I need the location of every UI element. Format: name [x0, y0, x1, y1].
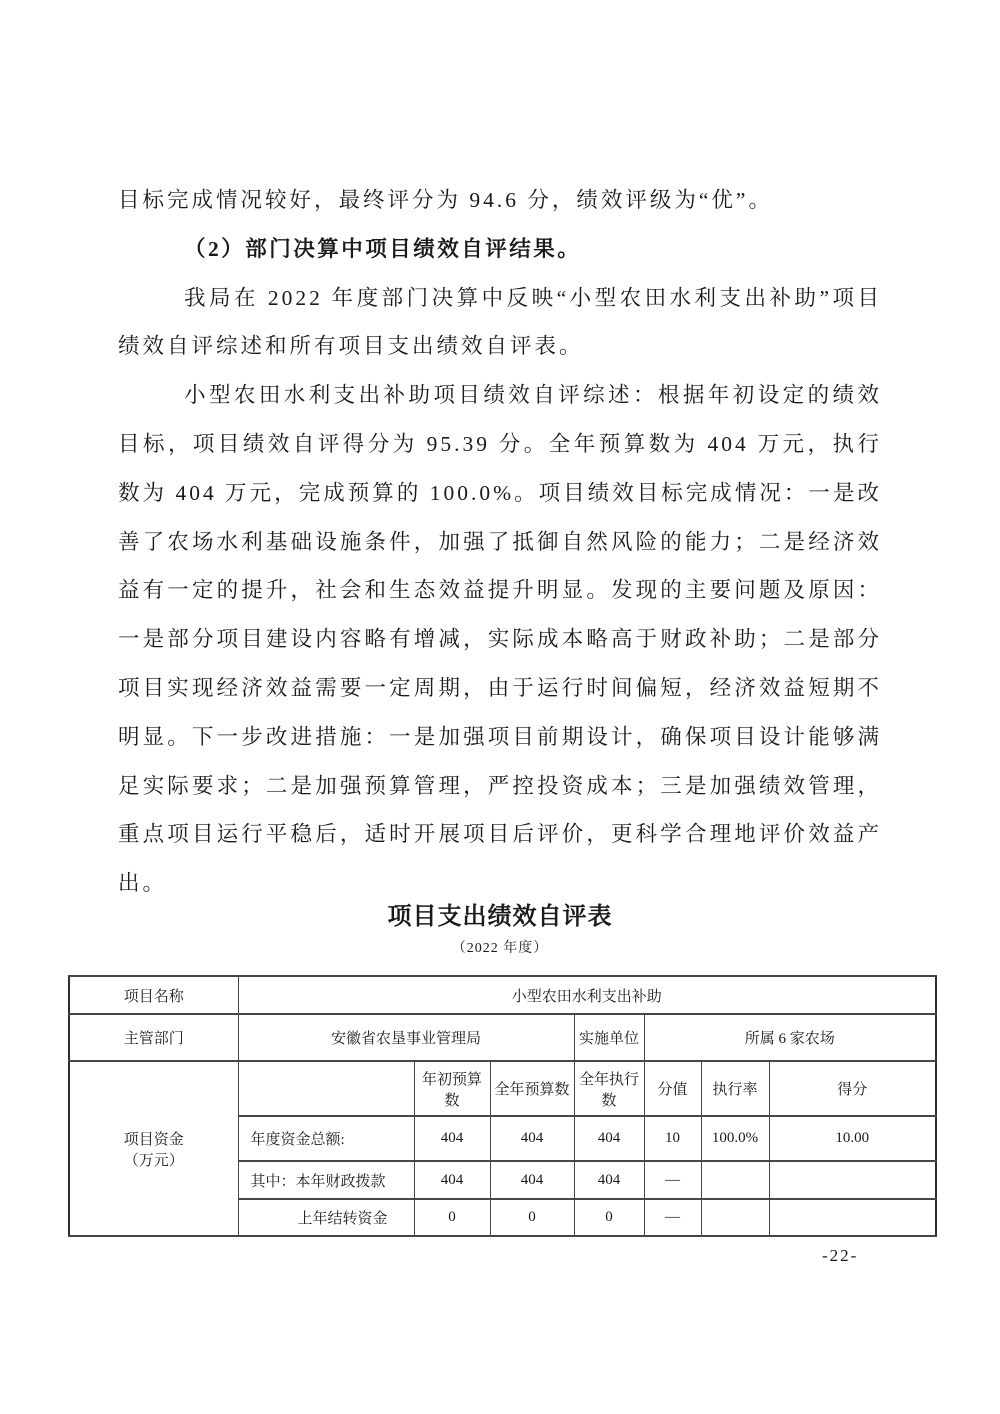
fiscal-score-weight: —: [644, 1161, 701, 1199]
table-row-departments: [69, 1014, 936, 1061]
body-text-block: [118, 176, 882, 908]
header-annual-budget: 全年预算数: [490, 1061, 574, 1116]
annual-total-executed: 404: [574, 1116, 644, 1161]
impl-unit-label: 实施单位: [574, 1014, 644, 1061]
carryover-initial-budget: 0: [414, 1199, 490, 1236]
section-label-project-funds: [69, 1061, 238, 1236]
section-heading: （2）部门决算中项目绩效自评结果。: [184, 236, 582, 261]
project-name-value: 小型农田水利支出补助: [238, 976, 936, 1014]
fiscal-annual-budget: 404: [490, 1161, 574, 1199]
header-score-weight: 分值: [644, 1061, 701, 1116]
table-subtitle: （2022 年度）: [451, 941, 549, 956]
page-number: -22-: [822, 1246, 859, 1265]
fiscal-initial-budget: 404: [414, 1161, 490, 1199]
annual-total-score-weight: 10: [644, 1116, 701, 1161]
row-label-annual-total: 年度资金总额:: [238, 1116, 414, 1161]
project-name-label: 项目名称: [69, 976, 238, 1014]
dept-value: 安徽省农垦事业管理局: [238, 1014, 574, 1061]
carryover-executed: 0: [574, 1199, 644, 1236]
performance-self-evaluation-table: [68, 975, 937, 1237]
fiscal-score: [769, 1161, 936, 1199]
annual-total-score: 10.00: [769, 1116, 936, 1161]
header-initial-budget: 年初预算数: [414, 1061, 490, 1116]
carryover-execution-rate: [701, 1199, 769, 1236]
annual-total-annual-budget: 404: [490, 1116, 574, 1161]
carryover-annual-budget: 0: [490, 1199, 574, 1236]
annual-total-execution-rate: 100.0%: [701, 1116, 769, 1161]
header-score: 得分: [769, 1061, 936, 1116]
dept-label: 主管部门: [69, 1014, 238, 1061]
header-executed: 全年执行数: [574, 1061, 644, 1116]
carryover-score: [769, 1199, 936, 1236]
table-row-column-headers: [69, 1061, 936, 1116]
row-label-carryover-funds: 上年结转资金: [238, 1199, 414, 1236]
annual-total-initial-budget: 404: [414, 1116, 490, 1161]
header-blank-cell: [238, 1061, 414, 1116]
paragraph-conclusion: 目标完成情况较好，最终评分为 94.6 分，绩效评级为“优”。: [118, 188, 773, 212]
header-execution-rate: 执行率: [701, 1061, 769, 1116]
table-title: 项目支出绩效自评表: [387, 902, 613, 930]
paragraph-self-evaluation-summary: 小型农田水利支出补助项目绩效自评综述：根据年初设定的绩效目标，项目绩效自评得分为 95.39 分。全年预算数为 404 万元，执行数为 404 万元，完成预算的 100.0%。项目绩效目标完成情况：一是改善了农场水利基础设施条件，加强了抵御自然风险的能力；二是经济效益有一定的提升，社会和生态效益提升明显。发现的主要问题及原因：一是部分项目建设内容略有增减，实际成本略高于财政补助；二是部分项目实现经济效益需要一定周期，由于运行时间偏短，经济效益短期不明显。下一步改进措施：一是加强项目前期设计，确保项目设计能够满足实际要求；二是加强预算管理，严控投资成本；三是加强绩效管理，重点项目运行平稳后，适时开展项目后评价，更科学合理地评价效益产出。: [118, 383, 882, 896]
row-label-fiscal-appropriation: 其中：本年财政拨款: [238, 1161, 414, 1199]
table-row-project-name: [69, 976, 936, 1014]
paragraph-decl-overview: 我局在 2022 年度部门决算中反映“小型农田水利支出补助”项目绩效自评综述和所有项目支出绩效自评表。: [118, 285, 882, 359]
section-label-line1: 项目资金: [123, 1131, 184, 1148]
carryover-score-weight: —: [644, 1199, 701, 1236]
fiscal-executed: 404: [574, 1161, 644, 1199]
fiscal-execution-rate: [701, 1161, 769, 1199]
section-label-line2: （万元）: [123, 1152, 184, 1169]
impl-unit-value: 所属 6 家农场: [644, 1014, 936, 1061]
